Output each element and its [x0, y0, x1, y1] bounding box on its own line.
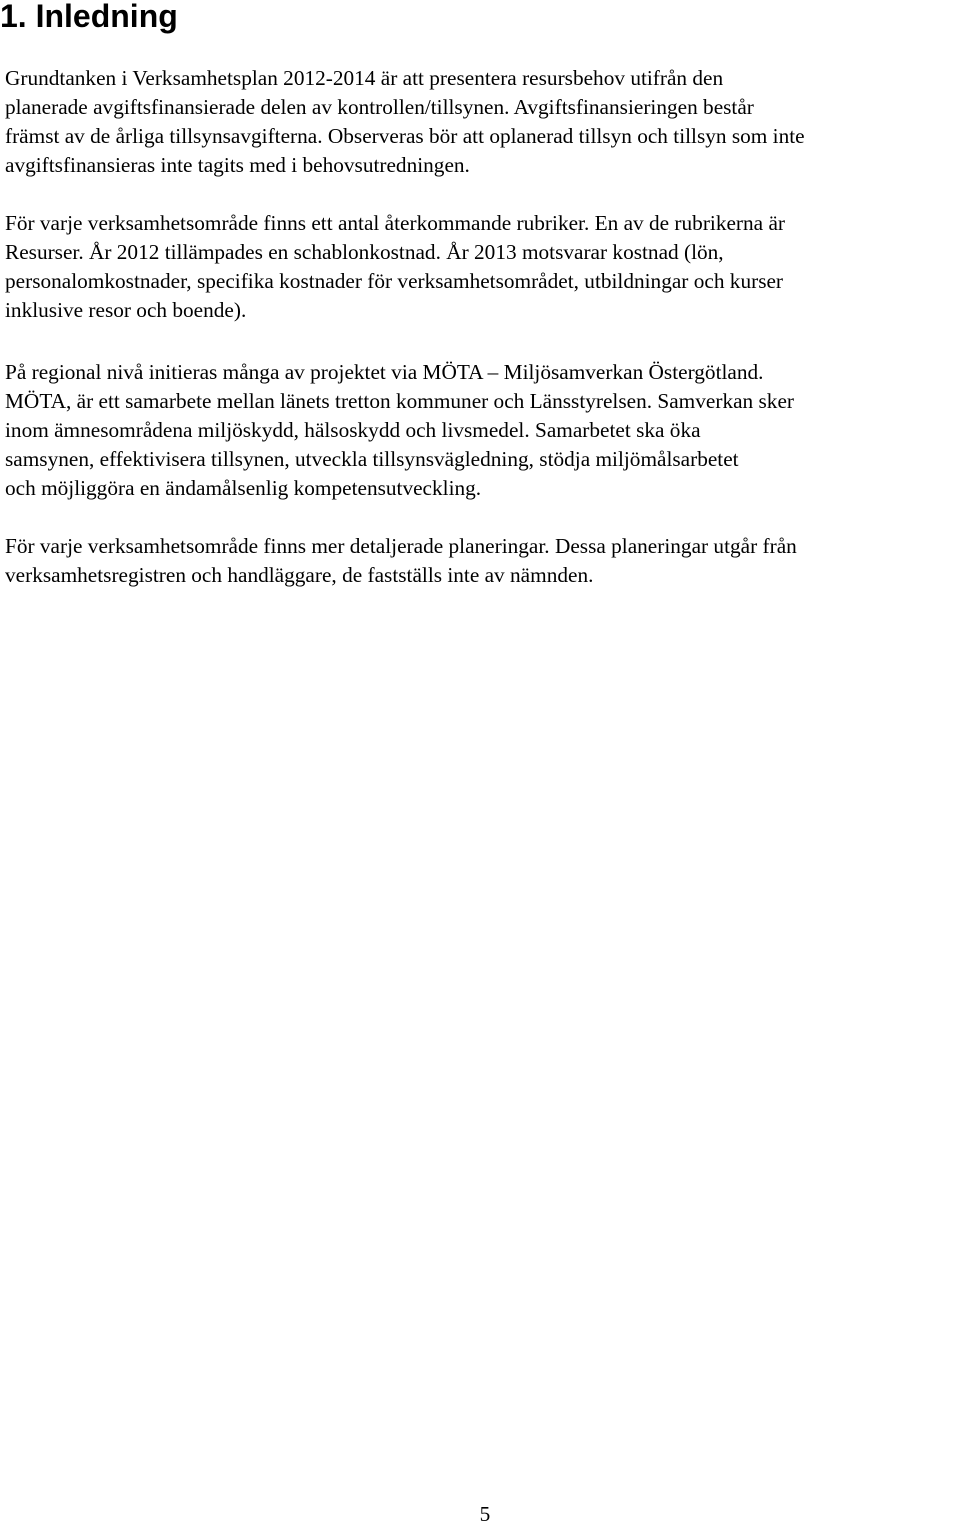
- paragraph-line: främst av de årliga tillsynsavgifterna. Observeras bör att oplanerad tillsyn och tillsyn som inte: [5, 124, 805, 148]
- paragraph-line: samsynen, effektivisera tillsynen, utveckla tillsynsvägledning, stödja miljömålsarbetet: [5, 447, 739, 471]
- paragraph-line: verksamhetsregistren och handläggare, de fastställs inte av nämnden.: [5, 563, 594, 587]
- paragraph-planning: [5, 532, 960, 590]
- page-number: 5: [479, 1502, 491, 1526]
- section-heading: 1. Inledning: [0, 0, 178, 34]
- paragraph-line: För varje verksamhetsområde finns ett antal återkommande rubriker. En av de rubrikerna är: [5, 211, 785, 235]
- paragraph-line: planerade avgiftsfinansierade delen av kontrollen/tillsynen. Avgiftsfinansieringen består: [5, 95, 754, 119]
- paragraph-line: Grundtanken i Verksamhetsplan 2012-2014 är att presentera resursbehov utifrån den: [5, 66, 724, 90]
- paragraph-line: För varje verksamhetsområde finns mer detaljerade planeringar. Dessa planeringar utgår från: [5, 534, 797, 558]
- paragraph-line: avgiftsfinansieras inte tagits med i behovsutredningen.: [5, 153, 470, 177]
- paragraph-regional: [5, 358, 960, 503]
- paragraph-line: Resurser. År 2012 tillämpades en schablonkostnad. År 2013 motsvarar kostnad (lön,: [5, 240, 724, 264]
- paragraph-line: inklusive resor och boende).: [5, 298, 247, 322]
- paragraph-line: inom ämnesområdena miljöskydd, hälsoskydd och livsmedel. Samarbetet ska öka: [5, 418, 701, 442]
- paragraph-line: MÖTA, är ett samarbete mellan länets tretton kommuner och Länsstyrelsen. Samverkan sker: [5, 389, 794, 413]
- paragraph-line: personalomkostnader, specifika kostnader för verksamhetsområdet, utbildningar och kurser: [5, 269, 784, 293]
- paragraph-line: och möjliggöra en ändamålsenlig kompetensutveckling.: [5, 476, 482, 500]
- paragraph-line: På regional nivå initieras många av projektet via MÖTA – Miljösamverkan Östergötland.: [5, 360, 764, 384]
- paragraph-resources: [5, 209, 960, 325]
- paragraph-intro: [5, 64, 960, 180]
